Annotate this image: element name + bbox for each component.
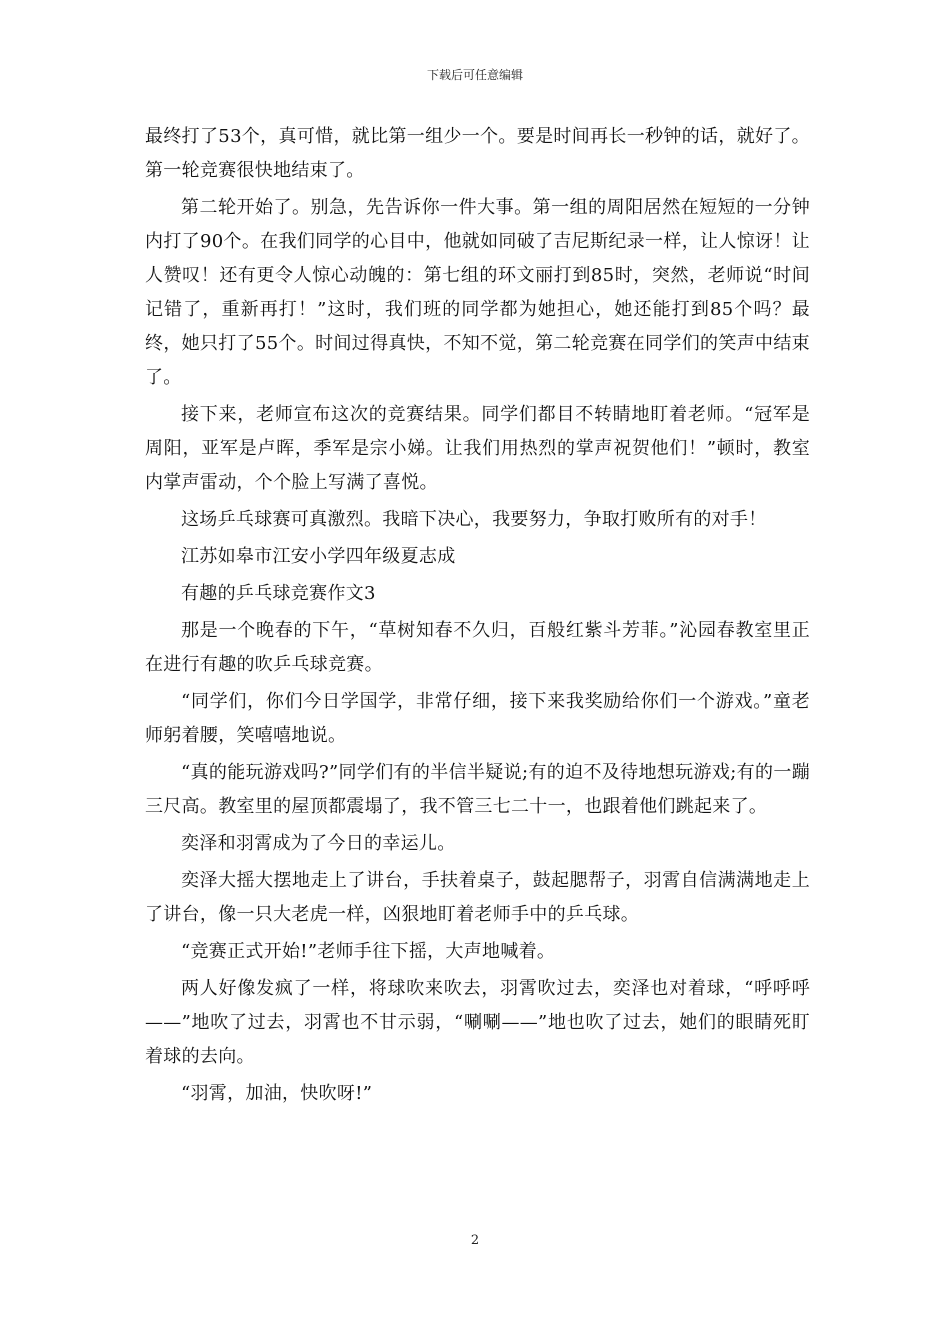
page-header: 下载后可任意编辑 xyxy=(426,68,523,82)
page-number: 2 xyxy=(470,1233,480,1248)
paragraph-2: 第二轮开始了。别急，先告诉你一件大事。第一组的周阳居然在短短的一分钟内打了90个。在我们同学的心目中，他就如同破了吉尼斯纪录一样，让人惊讶！让人赞叹！还有更令人惊心动魄的：第七组的环文丽打到85时，突然，老师说“时间记错了，重新再打！”这时，我们班的同学都为她担心，她还能打到85个吗？最终，她只打了55个。时间过得真快，不知不觉，第二轮竞赛在同学们的笑声中结束了。 xyxy=(145,197,810,388)
paragraph-4: 这场乒乓球赛可真激烈。我暗下决心，我要努力，争取打败所有的对手！ xyxy=(181,509,767,530)
paragraph-11: 两人好像发疯了一样，将球吹来吹去，羽霄吹过去，奕泽也对着球，“呼呼呼——”地吹了过去，羽霄也不甘示弱，“唰唰——”地也吹了过去，她们的眼睛死盯着球的去向。 xyxy=(145,978,810,1067)
document-body xyxy=(145,120,810,1114)
paragraph-8: 奕泽和羽霄成为了今日的幸运儿。 xyxy=(181,833,456,854)
paragraph-3: 接下来，老师宣布这次的竞赛结果。同学们都目不转睛地盯着老师。“冠军是周阳，亚军是卢晖，季军是宗小娣。让我们用热烈的掌声祝贺他们！”顿时，教室内掌声雷动，个个脸上写满了喜悦。 xyxy=(145,404,810,493)
section-title: 有趣的乒乓球竞赛作文3 xyxy=(181,583,376,604)
paragraph-1: 最终打了53个，真可惜，就比第一组少一个。要是时间再长一秒钟的话，就好了。第一轮竞赛很快地结束了。 xyxy=(145,126,810,181)
paragraph-7: “真的能玩游戏吗?”同学们有的半信半疑说;有的迫不及待地想玩游戏;有的一蹦三尺高。教室里的屋顶都震塌了，我不管三七二十一，也跟着他们跳起来了。 xyxy=(145,762,810,817)
paragraph-10: “竞赛正式开始!”老师手往下摇，大声地喊着。 xyxy=(181,941,556,962)
paragraph-5: 那是一个晚春的下午，“草树知春不久归，百般红紫斗芳菲。”沁园春教室里正在进行有趣的吹乒乓球竞赛。 xyxy=(145,620,810,675)
paragraph-12: “羽霄，加油，快吹呀!” xyxy=(181,1083,373,1104)
paragraph-9: 奕泽大摇大摆地走上了讲台，手扶着桌子，鼓起腮帮子，羽霄自信满满地走上了讲台，像一只大老虎一样，凶狠地盯着老师手中的乒乓球。 xyxy=(145,870,810,925)
author-line: 江苏如皋市江安小学四年级夏志成 xyxy=(181,546,456,567)
paragraph-6: “同学们，你们今日学国学，非常仔细，接下来我奖励给你们一个游戏。”童老师躬着腰，笑嘻嘻地说。 xyxy=(145,691,810,746)
